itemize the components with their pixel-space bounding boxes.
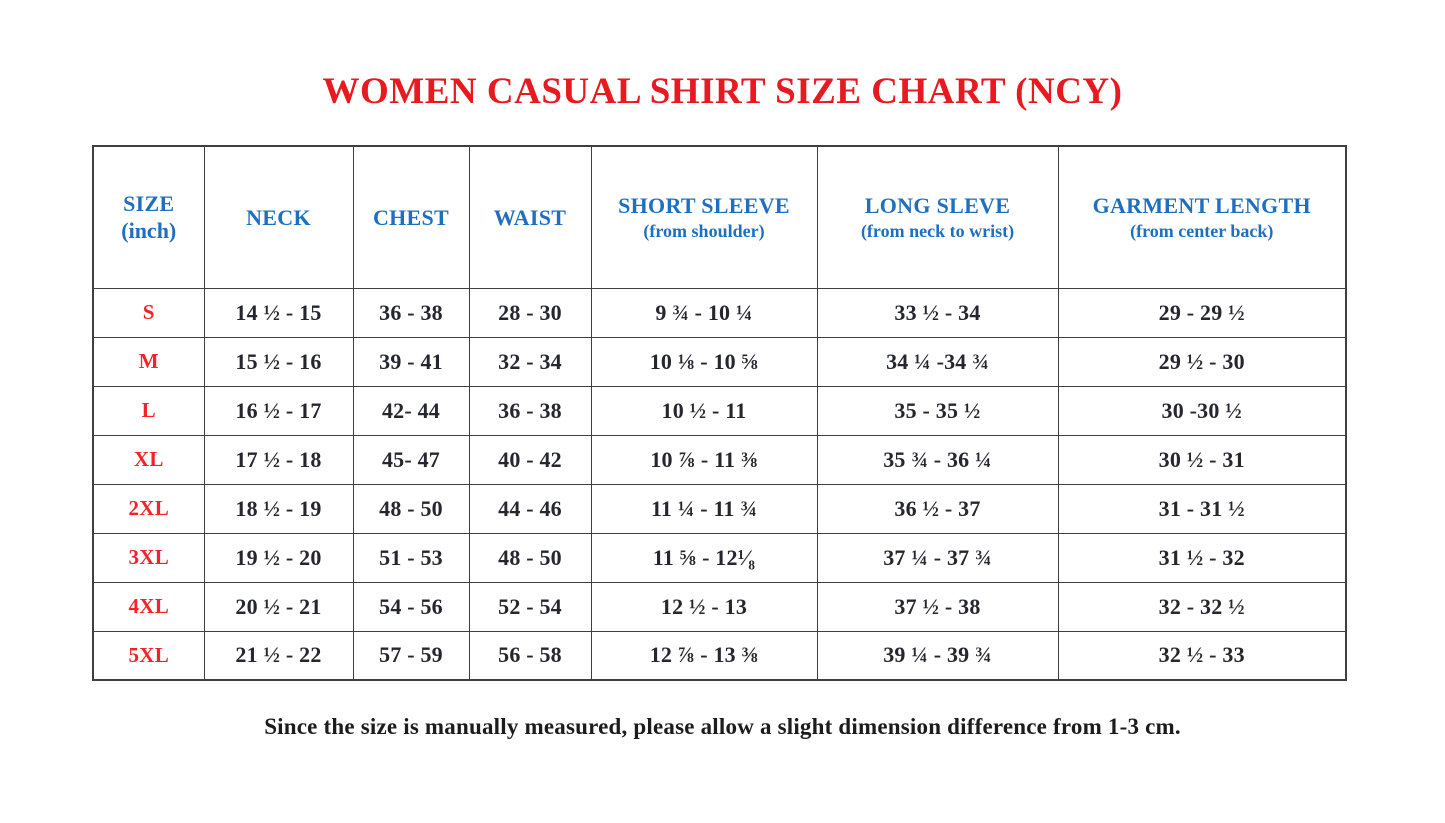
short-sleeve-cell: 10 ½ - 11 — [591, 386, 817, 435]
long-sleeve-cell: 35 - 35 ½ — [817, 386, 1058, 435]
waist-cell: 40 - 42 — [469, 435, 591, 484]
garment-length-cell: 30 ½ - 31 — [1058, 435, 1346, 484]
size-cell: M — [93, 337, 204, 386]
neck-cell: 16 ½ - 17 — [204, 386, 353, 435]
long-sleeve-cell: 37 ¼ - 37 ¾ — [817, 533, 1058, 582]
size-cell: S — [93, 288, 204, 337]
table-row-xl — [93, 435, 1346, 484]
waist-cell: 48 - 50 — [469, 533, 591, 582]
short-sleeve-cell: 10 ⅛ - 10 ⅝ — [591, 337, 817, 386]
footnote: Since the size is manually measured, please allow a slight dimension difference from 1-3 cm. — [264, 714, 1181, 739]
chest-cell: 42- 44 — [353, 386, 469, 435]
header-sublabel: (from shoulder) — [643, 220, 765, 241]
waist-cell: 28 - 30 — [469, 288, 591, 337]
waist-cell: 32 - 34 — [469, 337, 591, 386]
short-sleeve-cell: 11 ⅝ - 12¹⁄₈ — [591, 533, 817, 582]
garment-length-cell: 32 ½ - 33 — [1058, 631, 1346, 680]
neck-cell: 20 ½ - 21 — [204, 582, 353, 631]
header-sublabel: (from center back) — [1130, 220, 1274, 241]
waist-cell: 36 - 38 — [469, 386, 591, 435]
header-label: LONG SLEVE — [864, 193, 1011, 219]
header-cell-neck — [204, 146, 353, 288]
table-row-5xl — [93, 631, 1346, 680]
waist-cell: 44 - 46 — [469, 484, 591, 533]
neck-cell: 18 ½ - 19 — [204, 484, 353, 533]
size-cell: 3XL — [93, 533, 204, 582]
garment-length-cell: 29 ½ - 30 — [1058, 337, 1346, 386]
page-title: WOMEN CASUAL SHIRT SIZE CHART (NCY) — [322, 71, 1123, 112]
neck-cell: 17 ½ - 18 — [204, 435, 353, 484]
neck-cell: 19 ½ - 20 — [204, 533, 353, 582]
header-sublabel: (from neck to wrist) — [860, 220, 1015, 241]
short-sleeve-cell: 12 ½ - 13 — [591, 582, 817, 631]
header-cell-size — [93, 146, 204, 288]
chest-cell: 45- 47 — [353, 435, 469, 484]
header-label: NECK — [246, 204, 311, 230]
long-sleeve-cell: 34 ¼ -34 ¾ — [817, 337, 1058, 386]
garment-length-cell: 29 - 29 ½ — [1058, 288, 1346, 337]
waist-cell: 52 - 54 — [469, 582, 591, 631]
long-sleeve-cell: 39 ¼ - 39 ¾ — [817, 631, 1058, 680]
header-label: SIZE — [123, 190, 175, 216]
size-cell: 5XL — [93, 631, 204, 680]
waist-cell: 56 - 58 — [469, 631, 591, 680]
table-row-4xl — [93, 582, 1346, 631]
garment-length-cell: 32 - 32 ½ — [1058, 582, 1346, 631]
header-cell-chest — [353, 146, 469, 288]
header-cell-short-sleeve — [591, 146, 817, 288]
short-sleeve-cell: 11 ¼ - 11 ¾ — [591, 484, 817, 533]
table-row-l — [93, 386, 1346, 435]
header-label: SHORT SLEEVE — [618, 193, 790, 219]
header-sublabel: (inch) — [121, 218, 177, 244]
garment-length-cell: 31 - 31 ½ — [1058, 484, 1346, 533]
garment-length-cell: 31 ½ - 32 — [1058, 533, 1346, 582]
table-row-3xl — [93, 533, 1346, 582]
long-sleeve-cell: 33 ½ - 34 — [817, 288, 1058, 337]
size-chart-table — [92, 145, 1347, 681]
short-sleeve-cell: 10 ⅞ - 11 ⅜ — [591, 435, 817, 484]
chest-cell: 48 - 50 — [353, 484, 469, 533]
header-row — [93, 146, 1346, 288]
size-cell: 2XL — [93, 484, 204, 533]
size-cell: 4XL — [93, 582, 204, 631]
header-cell-long-sleeve — [817, 146, 1058, 288]
chest-cell: 57 - 59 — [353, 631, 469, 680]
long-sleeve-cell: 37 ½ - 38 — [817, 582, 1058, 631]
chest-cell: 36 - 38 — [353, 288, 469, 337]
header-label: CHEST — [372, 204, 450, 230]
table-row-s — [93, 288, 1346, 337]
header-label: WAIST — [493, 204, 567, 230]
header-cell-garment-length — [1058, 146, 1346, 288]
chest-cell: 39 - 41 — [353, 337, 469, 386]
neck-cell: 21 ½ - 22 — [204, 631, 353, 680]
header-label: GARMENT LENGTH — [1092, 193, 1311, 219]
size-cell: XL — [93, 435, 204, 484]
long-sleeve-cell: 35 ¾ - 36 ¼ — [817, 435, 1058, 484]
neck-cell: 14 ½ - 15 — [204, 288, 353, 337]
table-row-m — [93, 337, 1346, 386]
chest-cell: 54 - 56 — [353, 582, 469, 631]
size-cell: L — [93, 386, 204, 435]
short-sleeve-cell: 12 ⅞ - 13 ⅜ — [591, 631, 817, 680]
table-row-2xl — [93, 484, 1346, 533]
short-sleeve-cell: 9 ¾ - 10 ¼ — [591, 288, 817, 337]
chest-cell: 51 - 53 — [353, 533, 469, 582]
header-cell-waist — [469, 146, 591, 288]
garment-length-cell: 30 -30 ½ — [1058, 386, 1346, 435]
long-sleeve-cell: 36 ½ - 37 — [817, 484, 1058, 533]
neck-cell: 15 ½ - 16 — [204, 337, 353, 386]
